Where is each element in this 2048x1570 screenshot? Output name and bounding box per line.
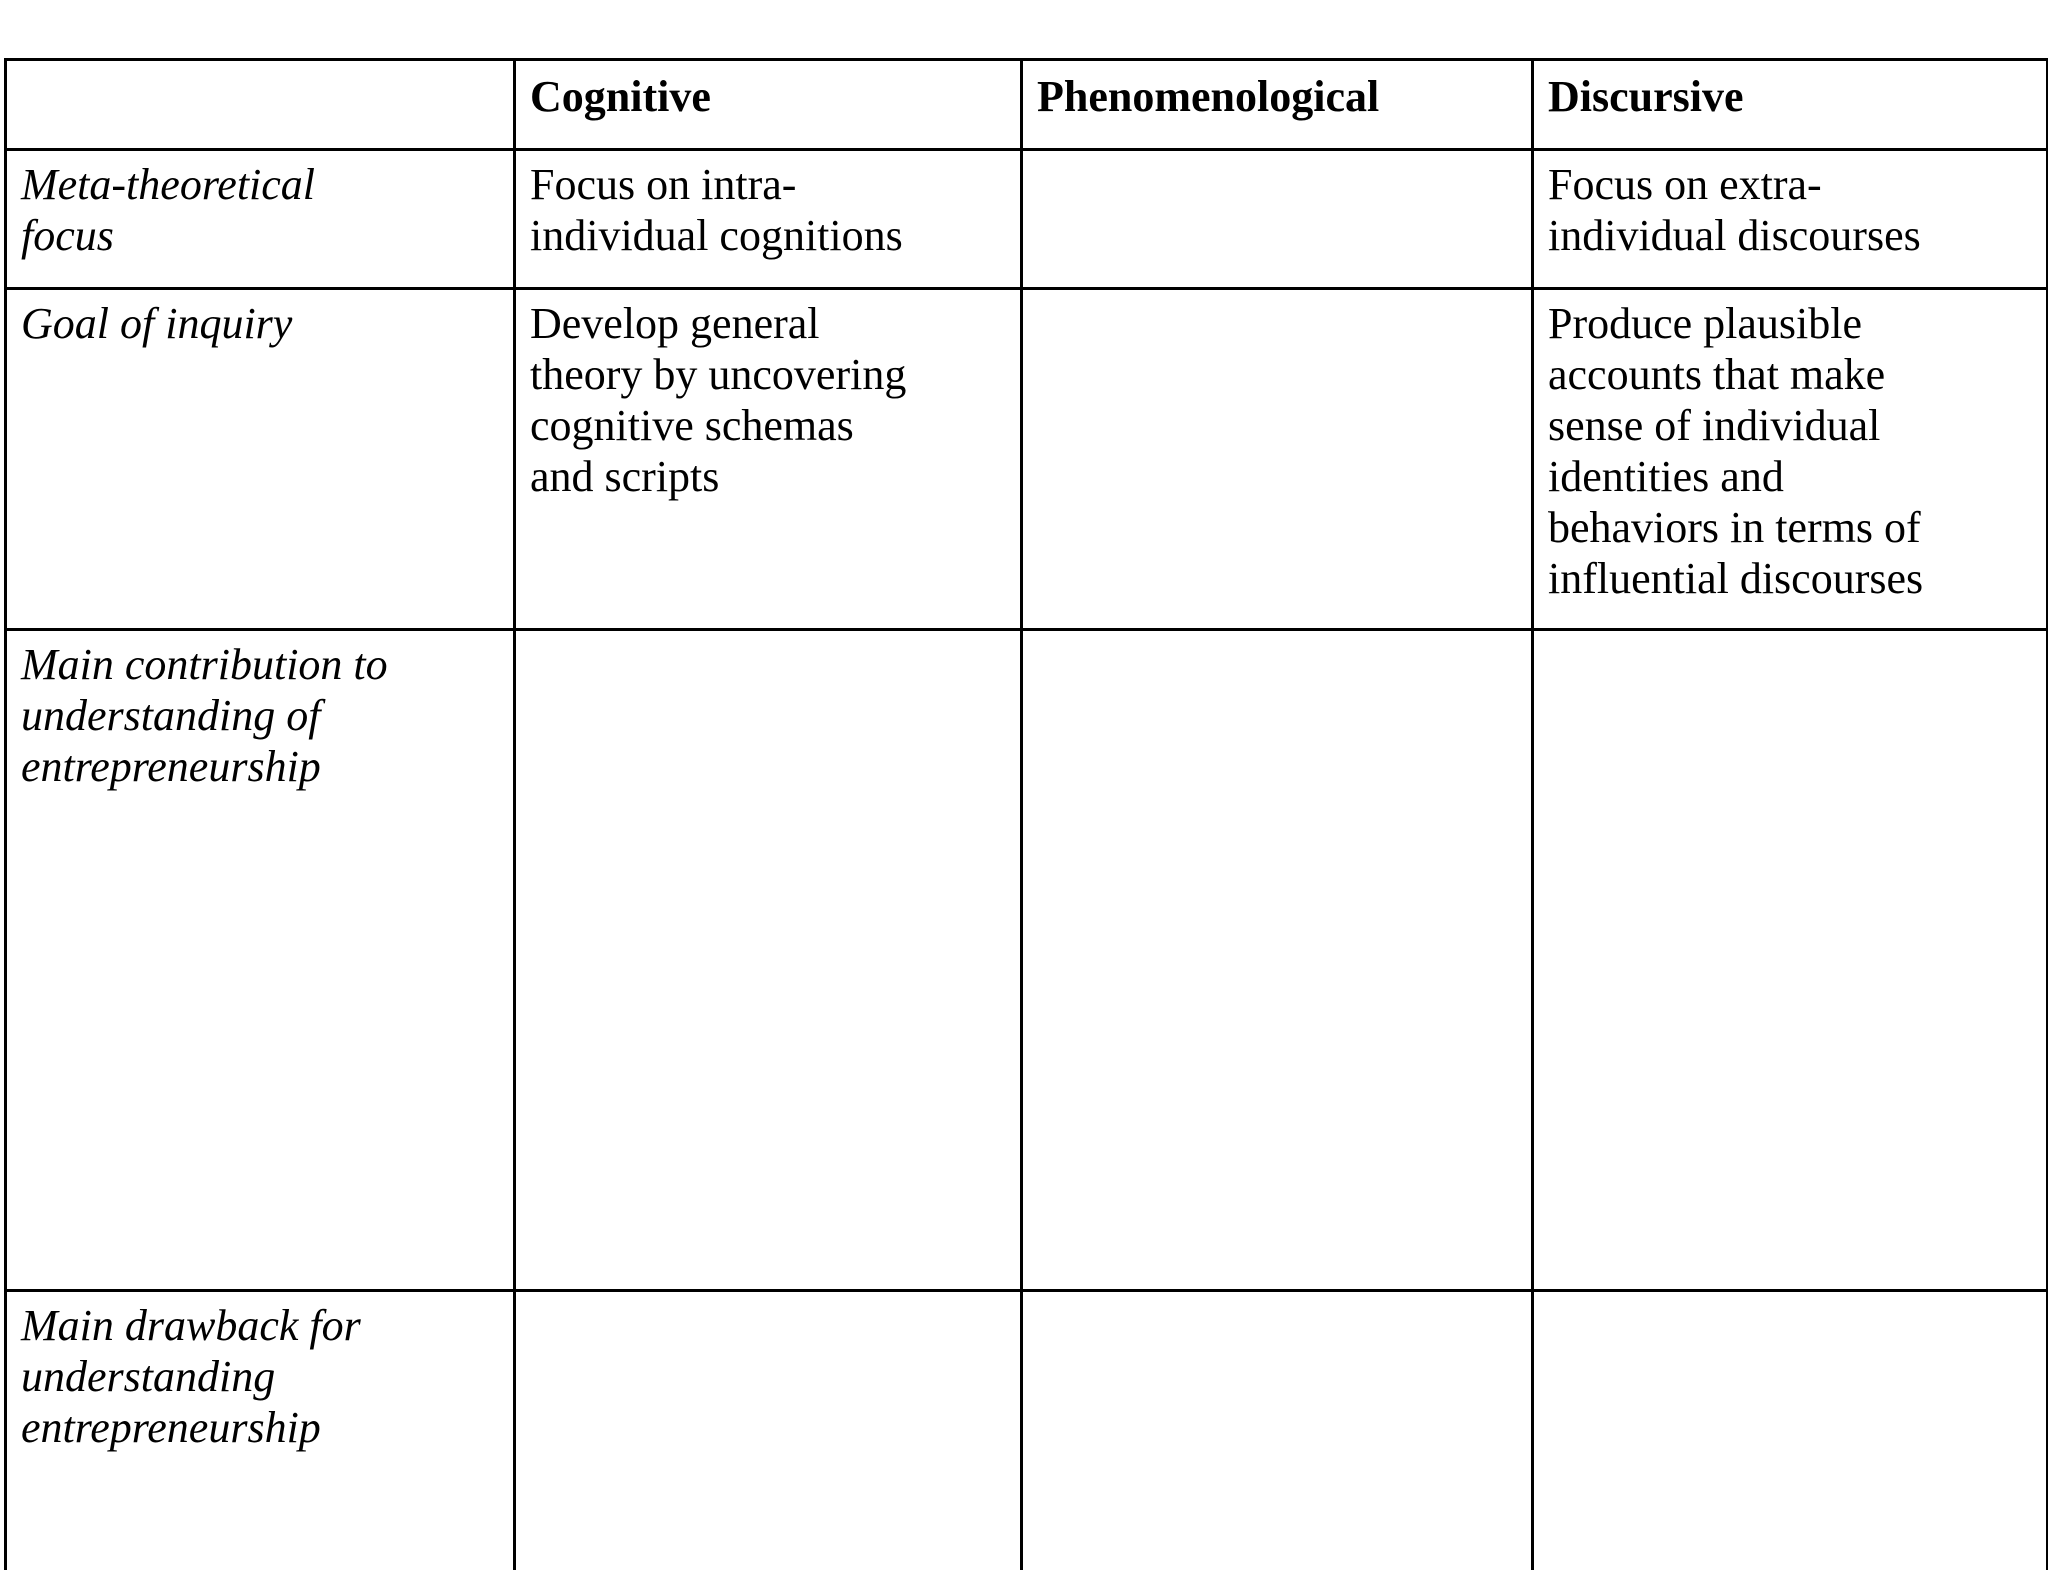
header-cognitive: Cognitive (515, 60, 1022, 150)
header-phenomenological: Phenomenological (1022, 60, 1533, 150)
cell-discursive: Focus on extra- individual discourses (1533, 150, 2048, 289)
comparison-table-container (4, 58, 2046, 1570)
cell-cognitive (515, 1291, 1022, 1570)
row-label-main-contribution: Main contribution to understanding of entrepreneurship (6, 630, 515, 1291)
cell-phenomenological (1022, 150, 1533, 289)
cell-phenomenological (1022, 630, 1533, 1291)
cell-cognitive: Develop general theory by uncovering cognitive schemas and scripts (515, 289, 1022, 630)
cell-cognitive: Focus on intra- individual cognitions (515, 150, 1022, 289)
cell-discursive (1533, 630, 2048, 1291)
cell-discursive (1533, 1291, 2048, 1570)
header-empty-cell (6, 60, 515, 150)
table-row (6, 1291, 2048, 1570)
row-label-main-drawback: Main drawback for understanding entrepreneurship (6, 1291, 515, 1570)
header-discursive: Discursive (1533, 60, 2048, 150)
table-row (6, 289, 2048, 630)
comparison-table (4, 58, 2048, 1570)
cell-cognitive (515, 630, 1022, 1291)
cell-phenomenological (1022, 289, 1533, 630)
row-label-meta-theoretical-focus: Meta-theoretical focus (6, 150, 515, 289)
cell-discursive: Produce plausible accounts that make sense of individual identities and behaviors in terms of influential discourses (1533, 289, 2048, 630)
table-row (6, 630, 2048, 1291)
row-label-goal-of-inquiry: Goal of inquiry (6, 289, 515, 630)
header-row (6, 60, 2048, 150)
table-row (6, 150, 2048, 289)
cell-phenomenological (1022, 1291, 1533, 1570)
